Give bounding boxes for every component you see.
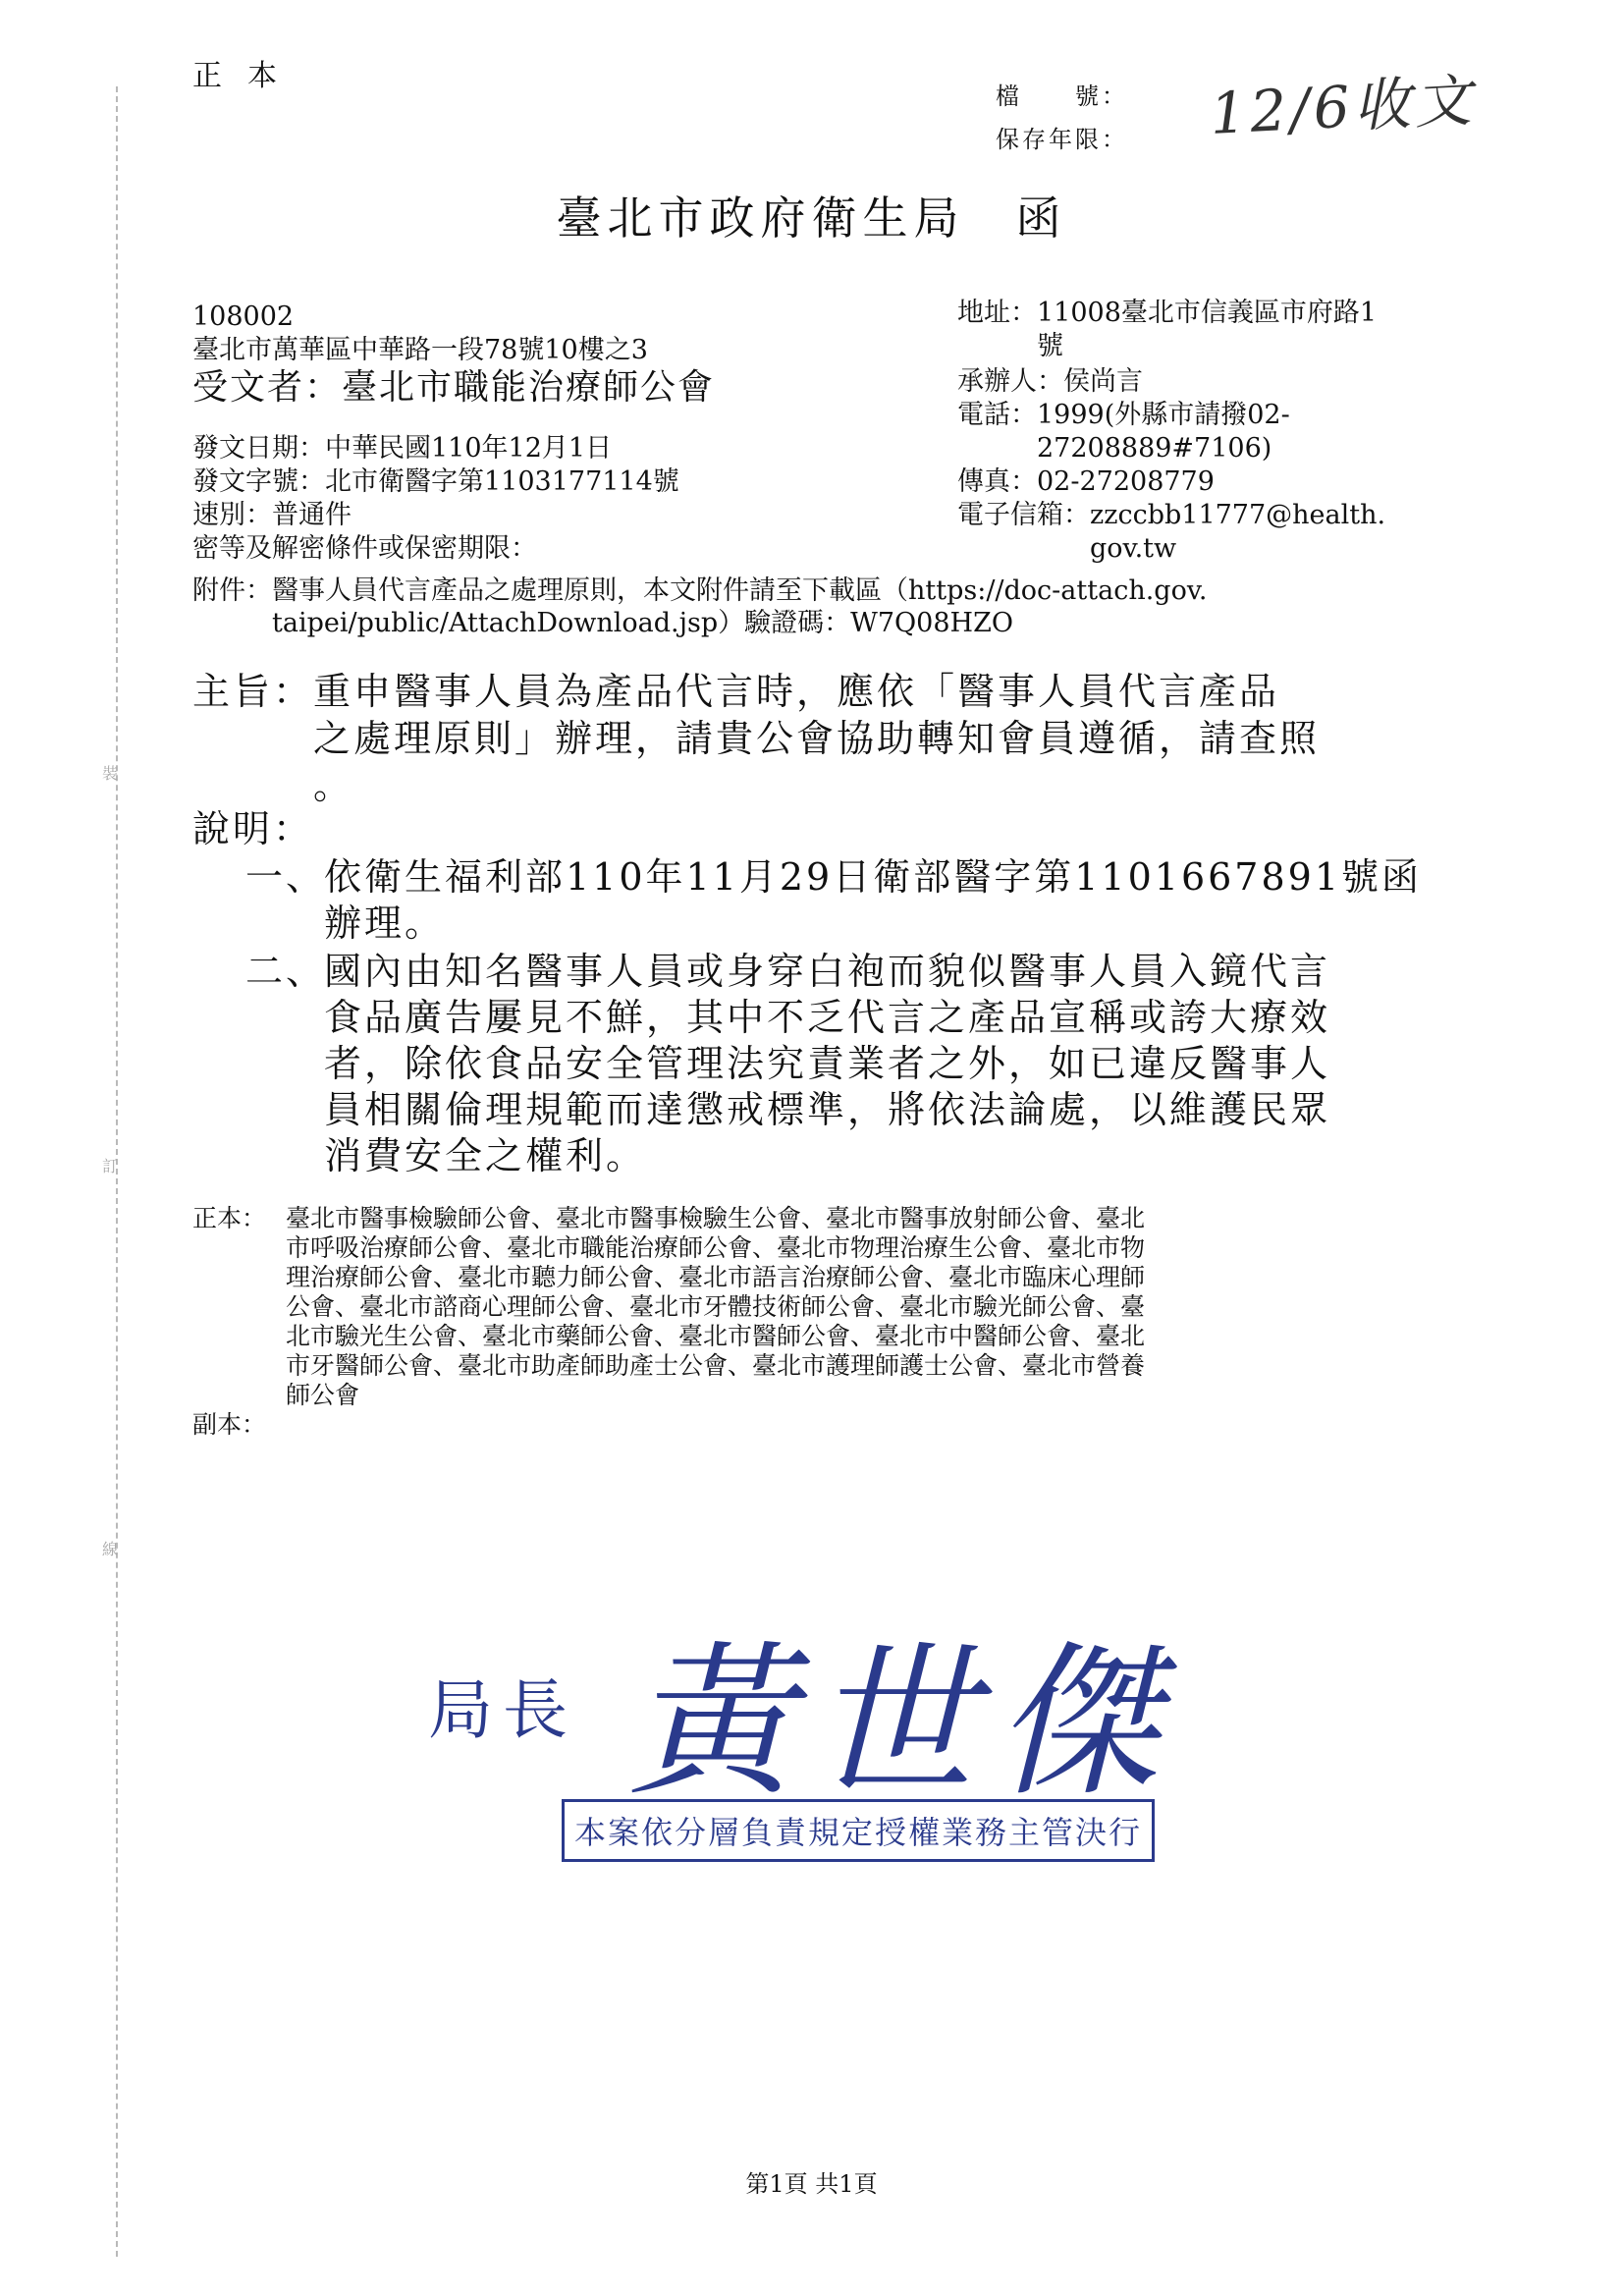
item-number: 一、 — [245, 855, 327, 899]
attachment — [192, 574, 1469, 639]
binding-mark-bind: 裝 — [102, 764, 119, 783]
sender-address-line-2: 號 — [957, 331, 1063, 361]
main-copy-label: 正本： — [192, 1204, 267, 1232]
main-copy-line: 臺北市醫事檢驗師公會、臺北市醫事檢驗生公會、臺北市醫事放射師公會、臺北 — [286, 1204, 1146, 1232]
recipient-postal-code: 108002 — [192, 301, 295, 332]
director-signature: 黃世傑 — [628, 1626, 1176, 1819]
item-line: 消費安全之權利。 — [324, 1134, 647, 1177]
item-number: 二、 — [245, 950, 327, 993]
subject-line: 之處理原則」辦理，請貴公會協助轉知會員遵循，請查照 — [192, 717, 1321, 760]
distribution-list — [192, 1204, 1469, 1440]
explanation-label: 說明： — [192, 807, 314, 850]
sender-address-line-1: 地址：11008臺北市信義區市府路1 — [957, 298, 1378, 328]
authorization-stamp: 本案依分層負責規定授權業務主管決行 — [562, 1799, 1155, 1862]
sender-phone-line-1: 電話：1999(外縣市請撥02- — [957, 400, 1290, 430]
retention-label: 保存年限： — [996, 126, 1128, 153]
main-copy-line: 市呼吸治療師公會、臺北市職能治療師公會、臺北市物理治療生公會、臺北市物 — [286, 1233, 1146, 1262]
binding-mark-staple: 訂 — [102, 1157, 119, 1175]
file-number-label: 檔 號： — [996, 82, 1128, 110]
main-copy-line: 理治療師公會、臺北市聽力師公會、臺北市語言治療師公會、臺北市臨床心理師 — [286, 1263, 1146, 1291]
sender-handler: 承辦人：侯尚言 — [957, 366, 1143, 397]
explanation-item-1 — [245, 854, 1469, 947]
attachment-line: 附件：醫事人員代言產品之處理原則，本文附件請至下載區（https://doc-attach.gov. — [192, 575, 1208, 606]
explanation-item-2 — [245, 949, 1469, 1179]
dispatch-date: 發文日期：中華民國110年12月1日 — [192, 433, 613, 464]
item-line: 員相關倫理規範而達懲戒標準，將依法論處，以維護民眾 — [324, 1088, 1331, 1131]
attachment-line: taipei/public/AttachDownload.jsp）驗證碼：W7Q08HZO — [192, 608, 1013, 638]
main-copy-line: 師公會 — [286, 1381, 360, 1409]
subject-line: 主旨：重申醫事人員為產品代言時，應依「醫事人員代言產品 — [192, 670, 1280, 713]
document-title: 臺北市政府衛生局 函 — [556, 191, 1067, 245]
recipient-name: 受文者：臺北市職能治療師公會 — [192, 367, 716, 408]
main-copy-line: 公會、臺北市諮商心理師公會、臺北市牙體技術師公會、臺北市驗光師公會、臺 — [286, 1292, 1146, 1321]
main-copy-line: 北市驗光生公會、臺北市藥師公會、臺北市醫師公會、臺北市中醫師公會、臺北 — [286, 1322, 1146, 1350]
sender-email-line-1: 電子信箱：zzccbb11777@health. — [957, 500, 1386, 530]
item-line: 辦理。 — [324, 902, 446, 945]
handwritten-receipt-note: 12/6收文 — [1208, 66, 1478, 148]
binding-mark-line: 線 — [102, 1540, 119, 1558]
sender-phone-line-2: 27208889#7106) — [957, 433, 1272, 464]
main-copy-line: 市牙醫師公會、臺北市助產師助產士公會、臺北市護理師護士公會、臺北市營養 — [286, 1351, 1146, 1380]
dispatch-secrecy: 密等及解密條件或保密期限： — [192, 533, 537, 564]
page-footer: 第1頁 共1頁 — [745, 2170, 878, 2198]
dispatch-priority: 速別：普通件 — [192, 500, 352, 530]
director-title: 局長 — [428, 1672, 577, 1748]
sender-fax: 傳真：02-27208779 — [957, 466, 1215, 497]
subject-line: 。 — [192, 764, 354, 807]
subject — [192, 668, 1469, 809]
recipient-address: 臺北市萬華區中華路一段78號10樓之3 — [192, 335, 648, 365]
copy-type: 正本 — [192, 59, 302, 93]
item-line: 依衛生福利部110年11月29日衛部醫字第1101667891號函 — [324, 855, 1423, 899]
dispatch-number: 發文字號：北市衛醫字第1103177114號 — [192, 466, 679, 497]
item-line: 者，除依食品安全管理法究責業者之外，如已違反醫事人 — [324, 1042, 1331, 1085]
carbon-copy-label: 副本： — [192, 1410, 267, 1439]
sender-email-line-2: gov.tw — [957, 533, 1177, 564]
item-line: 國內由知名醫事人員或身穿白袍而貌似醫事人員入鏡代言 — [324, 950, 1331, 993]
item-line: 食品廣告屢見不鮮，其中不乏代言之產品宣稱或誇大療效 — [324, 996, 1331, 1039]
